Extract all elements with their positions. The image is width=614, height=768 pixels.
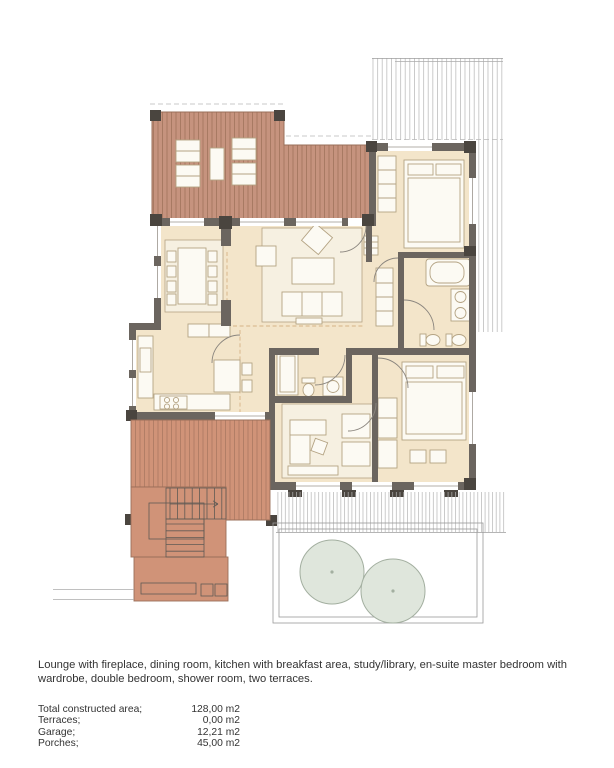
palm-icon xyxy=(425,555,476,606)
porch-slats xyxy=(276,492,506,533)
area-label: Garage; xyxy=(38,726,76,738)
area-value: 12,21 m2 xyxy=(197,726,240,738)
property-description: Lounge with fireplace, dining room, kitchen with breakfast area, study/library, en-suite master bedroom with wardrobe, double bedroom, shower room, two terraces. xyxy=(38,659,567,685)
bookcase xyxy=(342,414,370,438)
lower-terrace xyxy=(131,420,270,601)
palm-icon xyxy=(327,89,373,135)
area-value: 128,00 m2 xyxy=(191,704,240,715)
areas-table xyxy=(38,704,240,750)
toilet xyxy=(303,384,314,397)
area-label: Total constructed area; xyxy=(38,704,143,715)
driveway-lines xyxy=(53,590,134,600)
toilet xyxy=(426,335,440,346)
area-value: 0,00 m2 xyxy=(202,715,240,727)
table-row xyxy=(38,715,240,726)
dining-set xyxy=(167,248,217,305)
table-row xyxy=(38,727,240,738)
palm-icon xyxy=(101,221,149,269)
table-row xyxy=(38,704,240,715)
area-label: Terraces; xyxy=(38,715,81,727)
palm-icon xyxy=(444,578,497,631)
tree-icon xyxy=(300,540,364,604)
bidet xyxy=(452,335,466,346)
vanity xyxy=(451,289,470,321)
garden xyxy=(273,523,483,623)
table-row xyxy=(38,738,240,749)
tree-icon xyxy=(361,559,425,623)
area-value: 45,00 m2 xyxy=(197,738,240,750)
upper-terrace-deck xyxy=(150,110,372,222)
breakfast-table xyxy=(214,360,240,392)
bathtub xyxy=(426,259,470,286)
area-label: Porches; xyxy=(38,738,79,750)
